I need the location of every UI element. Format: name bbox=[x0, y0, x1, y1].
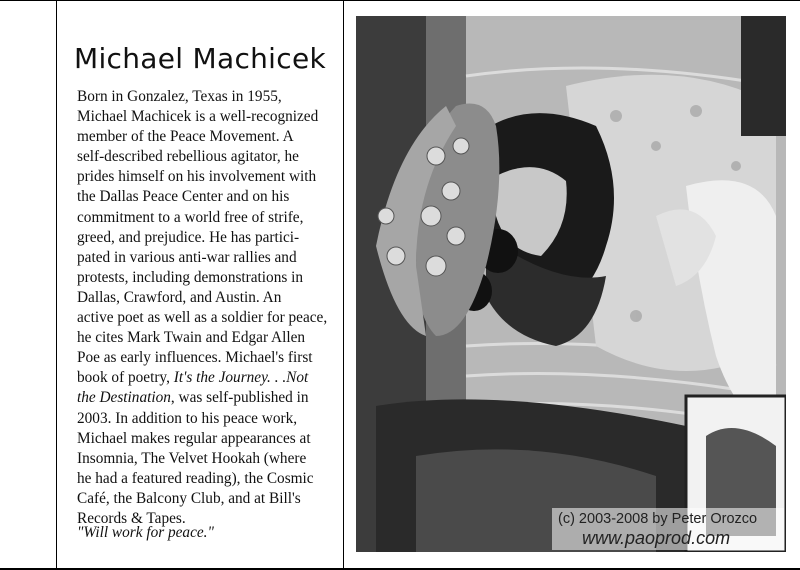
bio-line: pated in various anti-war rallies and bbox=[77, 248, 297, 266]
bio-line: Poe as early influences. Michael's first bbox=[77, 349, 313, 367]
bio-line: protests, including demonstrations in bbox=[77, 268, 304, 286]
bio-line: Michael makes regular appearances at bbox=[77, 429, 311, 447]
bio-line: active poet as well as a soldier for peace, bbox=[77, 309, 328, 327]
bio-line: the Dallas Peace Center and on his bbox=[77, 188, 290, 206]
page-border-top bbox=[0, 0, 800, 1]
book-title-cont: the Destination bbox=[77, 389, 171, 407]
website-link[interactable]: www.paoprod.com bbox=[582, 528, 731, 548]
bio-line: Born in Gonzalez, Texas in 1955, bbox=[77, 88, 282, 105]
bio-line: , was self-published in bbox=[170, 389, 309, 407]
bio-line: member of the Peace Movement. A bbox=[77, 128, 294, 146]
page-title: Michael Machicek bbox=[73, 42, 326, 75]
bio-line: Records & Tapes. bbox=[77, 509, 186, 527]
bio-line: Café, the Balcony Club, and at Bill's bbox=[77, 489, 301, 507]
copyright-text: (c) 2003-2008 by Peter Orozco bbox=[558, 511, 758, 527]
column-rule-right bbox=[343, 0, 344, 570]
bio-line: Insomnia, The Velvet Hookah (where bbox=[77, 449, 307, 467]
book-title: It's the Journey. . .Not bbox=[173, 369, 309, 387]
bio-line: prides himself on his involvement with bbox=[77, 168, 317, 186]
bio-line: 2003. In addition to his peace work, bbox=[77, 409, 298, 427]
bio-line: he had a featured reading), the Cosmic bbox=[77, 469, 314, 487]
bio-line: self-described rebellious agitator, he bbox=[77, 148, 299, 166]
photo-credit bbox=[552, 508, 784, 550]
bio-line: book of poetry, bbox=[77, 369, 174, 387]
column-rule-left bbox=[56, 0, 57, 570]
bio-line: Dallas, Crawford, and Austin. An bbox=[77, 288, 282, 306]
bio-line: greed, and prejudice. He has partici- bbox=[77, 228, 300, 246]
bio-line: Michael Machicek is a well-recognized bbox=[77, 108, 319, 126]
bio-line: he cites Mark Twain and Edgar Allen bbox=[77, 329, 306, 347]
portrait-photo bbox=[356, 16, 786, 552]
quote: "Will work for peace." bbox=[77, 524, 214, 541]
portrait-illustration bbox=[356, 16, 786, 552]
bio-text bbox=[77, 87, 339, 529]
bio-line: commitment to a world free of strife, bbox=[77, 208, 304, 226]
